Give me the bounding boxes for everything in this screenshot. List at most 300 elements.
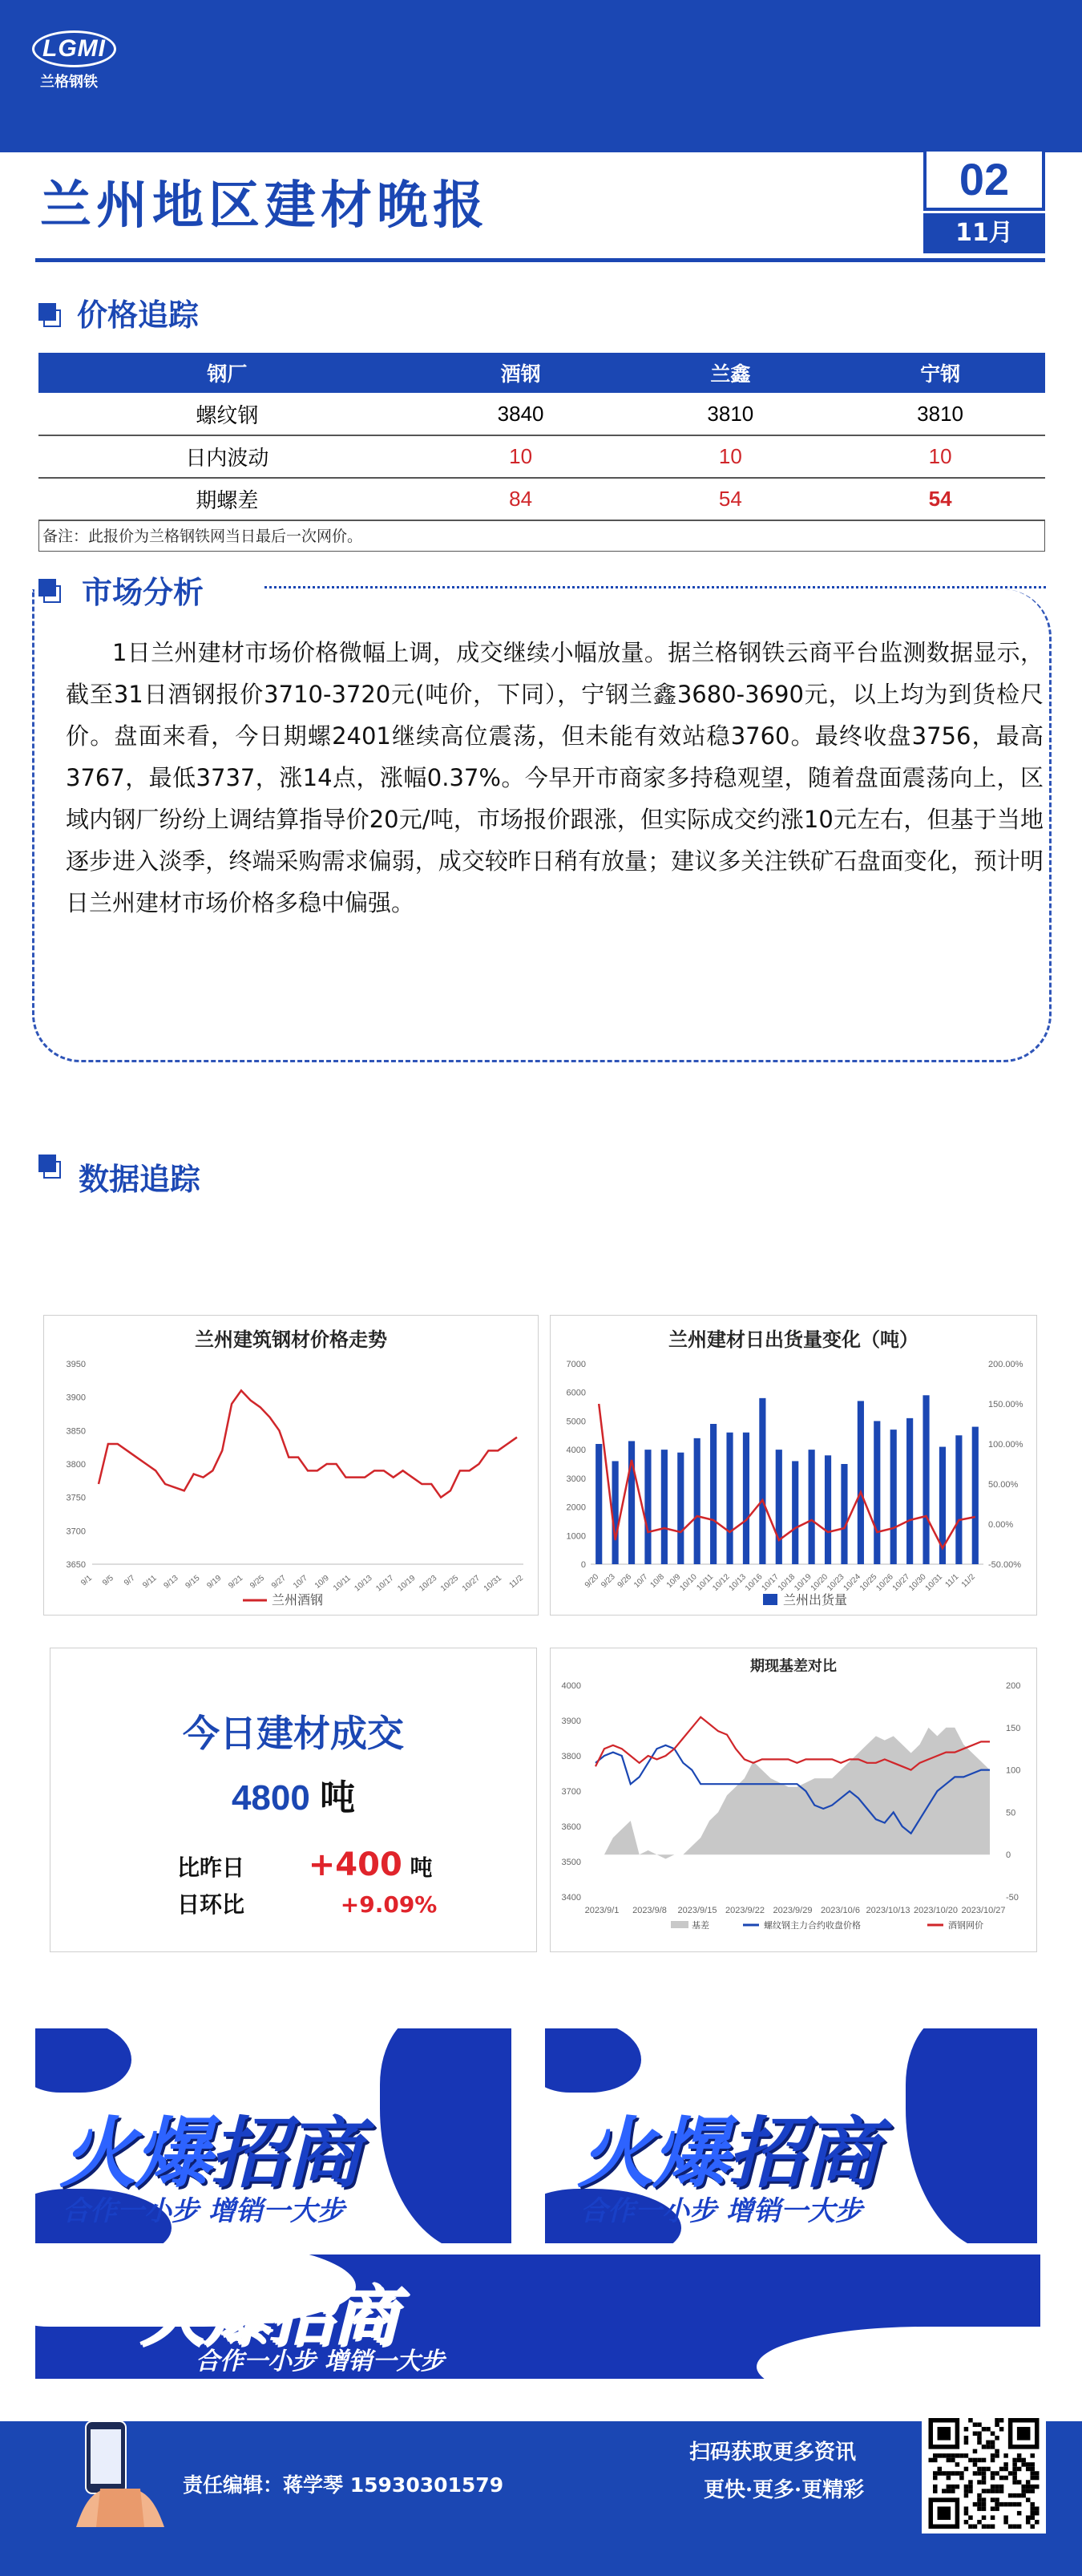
y-tick-label: 3700	[66, 1527, 86, 1537]
qr-module	[1017, 2453, 1022, 2458]
brand-logo	[32, 30, 136, 103]
x-tick-label: 2023/9/8	[632, 1906, 667, 1915]
shipment-bar	[906, 1418, 913, 1564]
qr-module	[1012, 2471, 1017, 2476]
qr-module	[977, 2436, 982, 2441]
qr-module	[991, 2524, 995, 2529]
banner-word-2: 招商	[728, 2109, 878, 2198]
analysis-paragraph: 1日兰州建材市场价格微幅上调，成交继续小幅放量。据兰格钢铁云商平台监测数据显示，截至31日酒钢报价3710-3720元(吨价，下同），宁钢兰鑫3680-3690元，以上均为到货检尺价。盘面来看，今日期螺2401继续高位震荡，但未能有效站稳3760。最终收盘3756，最高3767，最低3737，涨14点，涨幅0.37%。今早开市商家多持稳观望，随着盘面震荡向上，区域内钢厂纷纷上调结算指导价20元/吨，市场报价跟涨，但实际成交约涨10元左右，但基于当地逐步进入淡季，终端采购需求偏弱，成交较昨日稍有放量；建议多关注铁矿石盘面变化，预计明日兰州建材市场价格多稳中偏强。	[66, 639, 1044, 916]
y-tick-label: 0	[580, 1560, 586, 1570]
qr-finder-core	[938, 2506, 951, 2520]
qr-module	[1030, 2476, 1035, 2481]
qr-module	[991, 2515, 995, 2520]
x-tick-label: 10/10	[678, 1572, 699, 1593]
y2-tick-label: 50	[1006, 1808, 1016, 1818]
banner-word-1: 火爆	[59, 2109, 210, 2198]
y2-tick-label: 150.00%	[988, 1400, 1023, 1409]
header-band	[0, 0, 1082, 160]
ratio-line	[599, 1404, 975, 1548]
qr-module	[947, 2458, 951, 2463]
qr-module	[1017, 2524, 1022, 2529]
qr-module	[977, 2480, 982, 2485]
qr-module	[955, 2462, 960, 2467]
x-tick-label: 2023/10/6	[821, 1906, 860, 1915]
x-tick-label: 9/23	[600, 1572, 617, 1590]
qr-module	[986, 2524, 991, 2529]
qr-module	[1017, 2502, 1022, 2507]
x-tick-label: 10/17	[374, 1573, 396, 1594]
qr-module	[977, 2467, 982, 2472]
fluctuation-cell: 10	[835, 435, 1045, 478]
x-tick-label: 9/25	[248, 1573, 267, 1591]
qr-module	[991, 2458, 995, 2463]
y-tick-label: 7000	[566, 1360, 586, 1369]
qr-module	[977, 2458, 982, 2463]
qr-module	[968, 2418, 973, 2423]
qr-module	[973, 2458, 978, 2463]
qr-module	[991, 2497, 995, 2502]
qr-module	[991, 2476, 995, 2481]
qr-module	[959, 2476, 964, 2481]
qr-module	[1008, 2524, 1013, 2529]
qr-module	[1003, 2453, 1008, 2458]
qr-finder-core	[1017, 2427, 1031, 2441]
qr-module	[964, 2511, 969, 2516]
qr-module	[1026, 2520, 1031, 2525]
qr-module	[991, 2441, 995, 2445]
ink-splat	[906, 2028, 1037, 2243]
x-tick-label: 9/27	[270, 1573, 289, 1591]
qr-module	[1030, 2471, 1035, 2476]
qr-module	[1003, 2476, 1008, 2481]
qr-module	[995, 2485, 999, 2489]
qr-module	[982, 2458, 987, 2463]
qr-module	[955, 2453, 960, 2458]
y-tick-label: 3500	[561, 1858, 581, 1867]
analysis-section-title: 市场分析	[82, 575, 204, 610]
x-tick-label: 10/13	[727, 1572, 749, 1593]
qr-module	[999, 2476, 1004, 2481]
vs-yesterday-row	[177, 1846, 433, 1883]
qr-module	[991, 2471, 995, 2476]
x-tick-label: 9/7	[123, 1573, 137, 1588]
row-label: 期螺差	[38, 478, 416, 520]
table-header-row	[38, 353, 1045, 393]
legend-swatch	[671, 1921, 688, 1928]
x-tick-label: 10/12	[711, 1572, 732, 1593]
qr-module	[991, 2489, 995, 2493]
qr-module	[1035, 2476, 1040, 2481]
logo-cn-text: 兰格钢铁	[40, 74, 98, 91]
y2-tick-label: -50.00%	[988, 1560, 1021, 1570]
x-tick-label: 10/7	[632, 1572, 650, 1590]
qr-module	[982, 2506, 987, 2511]
shipment-bar	[890, 1430, 897, 1564]
qr-module	[995, 2497, 999, 2502]
qr-module	[986, 2441, 991, 2445]
y-tick-label: 2000	[566, 1502, 586, 1513]
qr-module	[999, 2467, 1004, 2472]
y-tick-label: 5000	[566, 1417, 586, 1427]
qr-module	[973, 2502, 978, 2507]
chart-title: 期现基差对比	[750, 1658, 837, 1675]
qr-module	[947, 2471, 951, 2476]
qr-module	[1030, 2453, 1035, 2458]
qr-module	[986, 2467, 991, 2472]
qr-module	[991, 2445, 995, 2449]
qr-module	[938, 2453, 943, 2458]
shipment-bar	[972, 1427, 979, 1564]
basis-chart-panel	[550, 1648, 1037, 1952]
logo-mark: LGMI	[32, 30, 116, 67]
fluctuation-cell: 10	[625, 435, 835, 478]
qr-module	[982, 2467, 987, 2472]
qr-module	[982, 2524, 987, 2529]
price-section-title: 价格追踪	[77, 297, 200, 333]
x-tick-label: 10/11	[332, 1573, 353, 1593]
x-tick-label: 10/25	[858, 1572, 879, 1593]
x-tick-label: 10/19	[793, 1572, 814, 1593]
table-row	[38, 478, 1045, 520]
qr-module	[1017, 2480, 1022, 2485]
qr-module	[973, 2462, 978, 2467]
qr-module	[986, 2427, 991, 2432]
qr-module	[955, 2485, 960, 2489]
qr-module	[933, 2458, 938, 2463]
x-tick-label: 2023/9/29	[773, 1906, 813, 1915]
promo-banner[interactable]	[545, 2028, 1037, 2243]
table-header-cell: 宁钢	[835, 353, 1045, 393]
qr-module	[991, 2506, 995, 2511]
price-cell: 3810	[835, 393, 1045, 435]
legend-label: 兰州酒钢	[272, 1592, 324, 1607]
basis-chart	[551, 1676, 1038, 1952]
qr-module	[1035, 2511, 1040, 2516]
promo-banner[interactable]	[35, 2028, 511, 2243]
y2-tick-label: 0.00%	[988, 1520, 1014, 1530]
x-tick-label: 10/8	[648, 1572, 666, 1590]
qr-module	[995, 2418, 999, 2423]
y-tick-label: 3950	[66, 1360, 86, 1369]
qr-module	[1012, 2480, 1017, 2485]
qr-module	[991, 2485, 995, 2489]
y2-tick-label: 200	[1006, 1681, 1021, 1691]
shipment-bar	[825, 1455, 831, 1564]
date-month: 11月	[923, 213, 1045, 253]
x-tick-label: 9/1	[79, 1573, 94, 1588]
shipment-bar	[628, 1441, 635, 1564]
qr-module	[977, 2423, 982, 2428]
y2-tick-label: 150	[1006, 1723, 1021, 1733]
dod-row	[177, 1887, 437, 1919]
shipment-bar	[792, 1461, 798, 1564]
x-tick-label: 9/26	[616, 1572, 634, 1590]
shipment-bar	[694, 1438, 700, 1564]
x-tick-label: 10/17	[760, 1572, 781, 1593]
qr-code-image	[927, 2418, 1041, 2529]
y-tick-label: 3800	[561, 1752, 581, 1761]
y-tick-label: 3850	[66, 1426, 86, 1437]
qr-module	[964, 2485, 969, 2489]
dod-value: +9.09%	[340, 1891, 438, 1918]
qr-module	[1017, 2493, 1022, 2498]
fluctuation-cell: 10	[416, 435, 626, 478]
qr-module	[995, 2489, 999, 2493]
qr-module	[973, 2423, 978, 2428]
shipment-bar	[596, 1444, 602, 1564]
x-tick-label: 10/23	[418, 1573, 439, 1594]
shipment-bar	[809, 1450, 815, 1564]
x-tick-label: 10/31	[923, 1572, 945, 1593]
qr-module	[1017, 2467, 1022, 2472]
x-tick-label: 9/15	[184, 1573, 202, 1591]
section-icon	[38, 303, 61, 326]
qr-code[interactable]	[922, 2413, 1046, 2534]
editor-phone: 15930301579	[349, 2473, 504, 2497]
x-tick-label: 9/11	[141, 1573, 159, 1591]
banner-slogan: 合作一小步 增销一大步	[63, 2195, 345, 2227]
qr-module	[1012, 2493, 1017, 2498]
qr-module	[1017, 2458, 1022, 2463]
qr-module	[1026, 2489, 1031, 2493]
qr-module	[977, 2432, 982, 2436]
x-tick-label: 10/19	[396, 1573, 418, 1594]
x-tick-label: 10/16	[744, 1572, 765, 1593]
x-tick-label: 10/23	[826, 1572, 846, 1593]
qr-module	[982, 2515, 987, 2520]
qr-module	[1026, 2515, 1031, 2520]
qr-module	[964, 2489, 969, 2493]
shipment-bar	[776, 1450, 782, 1564]
qr-module	[995, 2436, 999, 2441]
price-table	[38, 353, 1045, 521]
price-trend-chart	[44, 1348, 539, 1612]
y2-tick-label: 100.00%	[988, 1440, 1023, 1450]
table-row	[38, 393, 1045, 435]
banner-word-2: 招商	[268, 2279, 396, 2355]
qr-module	[1030, 2467, 1035, 2472]
qr-module	[1008, 2502, 1013, 2507]
y-tick-label: 3650	[66, 1560, 86, 1570]
qr-module	[1008, 2471, 1013, 2476]
spread-cell: 54	[835, 478, 1045, 520]
shipment-bar	[710, 1424, 717, 1564]
qr-module	[964, 2493, 969, 2498]
qr-module	[995, 2502, 999, 2507]
qr-module	[1003, 2515, 1008, 2520]
qr-module	[995, 2471, 999, 2476]
price-line	[99, 1390, 517, 1497]
qr-module	[1012, 2462, 1017, 2467]
qr-module	[968, 2489, 973, 2493]
qr-module	[1008, 2493, 1013, 2498]
qr-module	[1026, 2480, 1031, 2485]
chart-title: 兰州建筑钢材价格走势	[195, 1328, 387, 1351]
x-tick-label: 9/5	[101, 1573, 115, 1588]
price-note: 备注：此报价为兰格钢铁网当日最后一次网价。	[38, 521, 1045, 552]
phone-icon	[76, 2415, 164, 2527]
promo-banner-wide[interactable]	[35, 2255, 1040, 2379]
qr-finder-core	[938, 2427, 951, 2441]
x-tick-label: 10/7	[291, 1573, 309, 1591]
shipment-bar	[858, 1401, 864, 1564]
x-tick-label: 10/9	[664, 1572, 683, 1590]
y-tick-label: 6000	[566, 1388, 586, 1398]
shipment-bar	[661, 1450, 668, 1564]
table-row	[38, 435, 1045, 478]
qr-module	[964, 2441, 969, 2445]
qr-module	[933, 2471, 938, 2476]
x-tick-label: 2023/9/1	[584, 1906, 620, 1915]
shipment-bar	[874, 1421, 880, 1564]
qr-module	[1021, 2489, 1026, 2493]
qr-module	[1035, 2485, 1040, 2489]
qr-module	[973, 2524, 978, 2529]
qr-module	[968, 2485, 973, 2489]
vs-yesterday-unit: 吨	[410, 1854, 433, 1881]
trade-title: 今日建材成交	[183, 1712, 404, 1755]
qr-module	[973, 2449, 978, 2454]
qr-module	[977, 2441, 982, 2445]
y2-tick-label: 100	[1006, 1765, 1021, 1776]
qr-module	[977, 2520, 982, 2525]
qr-module	[968, 2515, 973, 2520]
banner-slogan: 合作一小步 增销一大步	[196, 2348, 445, 2376]
scan-slogan: 更快·更多·更精彩	[704, 2478, 865, 2502]
banner-word-1: 火爆	[139, 2279, 268, 2355]
banner-word-1: 火爆	[577, 2109, 728, 2198]
shipment-bar	[759, 1398, 765, 1564]
banner-headline	[59, 2093, 361, 2202]
data-section-title: 数据追踪	[79, 1162, 201, 1197]
qr-module	[968, 2480, 973, 2485]
qr-module	[955, 2471, 960, 2476]
qr-module	[938, 2471, 943, 2476]
qr-module	[977, 2502, 982, 2507]
qr-module	[982, 2480, 987, 2485]
editor-name: 蒋学琴	[283, 2473, 344, 2497]
x-tick-label: 10/31	[482, 1573, 504, 1594]
qr-module	[1021, 2485, 1026, 2489]
y2-tick-label: 200.00%	[988, 1360, 1023, 1369]
banner-headline	[577, 2093, 878, 2202]
table-header-cell: 兰鑫	[625, 353, 835, 393]
y-tick-label: 3800	[66, 1460, 86, 1470]
shipment-bar	[677, 1453, 684, 1564]
qr-module	[986, 2445, 991, 2449]
qr-module	[982, 2502, 987, 2507]
qr-module	[1035, 2520, 1040, 2525]
qr-module	[929, 2458, 934, 2463]
qr-module	[964, 2436, 969, 2441]
dotted-divider	[264, 586, 1046, 588]
table-header-cell: 酒钢	[416, 353, 626, 393]
qr-module	[995, 2449, 999, 2454]
qr-module	[1030, 2506, 1035, 2511]
qr-module	[1030, 2515, 1035, 2520]
qr-module	[947, 2453, 951, 2458]
qr-module	[999, 2418, 1004, 2423]
qr-module	[995, 2423, 999, 2428]
row-label: 螺纹钢	[38, 393, 416, 435]
ink-splat	[757, 2327, 1040, 2379]
qr-module	[999, 2427, 1004, 2432]
x-tick-label: 2023/10/13	[866, 1906, 910, 1915]
qr-module	[968, 2524, 973, 2529]
y-tick-label: 3400	[561, 1893, 581, 1903]
y-tick-label: 3750	[66, 1493, 86, 1503]
legend-label: 基差	[692, 1920, 709, 1931]
price-cell: 3810	[625, 393, 835, 435]
row-label: 日内波动	[38, 435, 416, 478]
qr-module	[991, 2453, 995, 2458]
qr-module	[973, 2432, 978, 2436]
y2-tick-label: -50	[1006, 1893, 1019, 1903]
y2-tick-label: 50.00%	[988, 1480, 1019, 1490]
x-tick-label: 11/2	[959, 1572, 977, 1590]
x-tick-label: 11/1	[943, 1572, 961, 1590]
shipment-bar	[923, 1395, 929, 1564]
qr-module	[977, 2471, 982, 2476]
ink-splat	[380, 2028, 511, 2243]
qr-module	[933, 2489, 938, 2493]
x-tick-label: 10/13	[353, 1573, 374, 1594]
banner-slogan: 合作一小步 增销一大步	[580, 2195, 862, 2227]
dod-label: 日环比	[177, 1891, 245, 1918]
shipment-bar	[955, 1435, 962, 1564]
qr-module	[942, 2489, 947, 2493]
qr-module	[1012, 2467, 1017, 2472]
spread-cell: 84	[416, 478, 626, 520]
trade-amount-value: 4800	[231, 1778, 310, 1818]
qr-module	[1021, 2493, 1026, 2498]
qr-module	[947, 2476, 951, 2481]
qr-module	[991, 2432, 995, 2436]
qr-module	[964, 2427, 969, 2432]
legend-label: 酒钢网价	[948, 1920, 983, 1931]
chart-title: 兰州建材日出货量变化（吨）	[668, 1328, 918, 1351]
legend-label: 螺纹钢主力合约收盘价格	[764, 1920, 861, 1931]
qr-module	[1030, 2485, 1035, 2489]
qr-module	[995, 2506, 999, 2511]
qr-module	[1026, 2462, 1031, 2467]
table-header-cell: 钢厂	[38, 353, 416, 393]
qr-module	[947, 2489, 951, 2493]
qr-module	[964, 2506, 969, 2511]
qr-module	[959, 2471, 964, 2476]
qr-module	[1021, 2462, 1026, 2467]
qr-module	[1030, 2524, 1035, 2529]
qr-module	[938, 2467, 943, 2472]
qr-module	[999, 2489, 1004, 2493]
x-tick-label: 10/20	[809, 1572, 830, 1593]
qr-module	[982, 2445, 987, 2449]
qr-module	[933, 2453, 938, 2458]
x-tick-label: 10/11	[695, 1572, 716, 1593]
shipment-chart	[551, 1348, 1038, 1612]
y-tick-label: 1000	[566, 1531, 586, 1542]
shipment-bar	[743, 1433, 749, 1564]
qr-module	[959, 2453, 964, 2458]
ink-splat	[35, 2028, 131, 2093]
y-tick-label: 3900	[561, 1717, 581, 1726]
trade-amount-unit: 吨	[320, 1778, 356, 1818]
qr-module	[977, 2493, 982, 2498]
qr-module	[982, 2471, 987, 2476]
qr-module	[1030, 2462, 1035, 2467]
y-tick-label: 3600	[561, 1822, 581, 1832]
shipment-bar	[841, 1464, 847, 1564]
